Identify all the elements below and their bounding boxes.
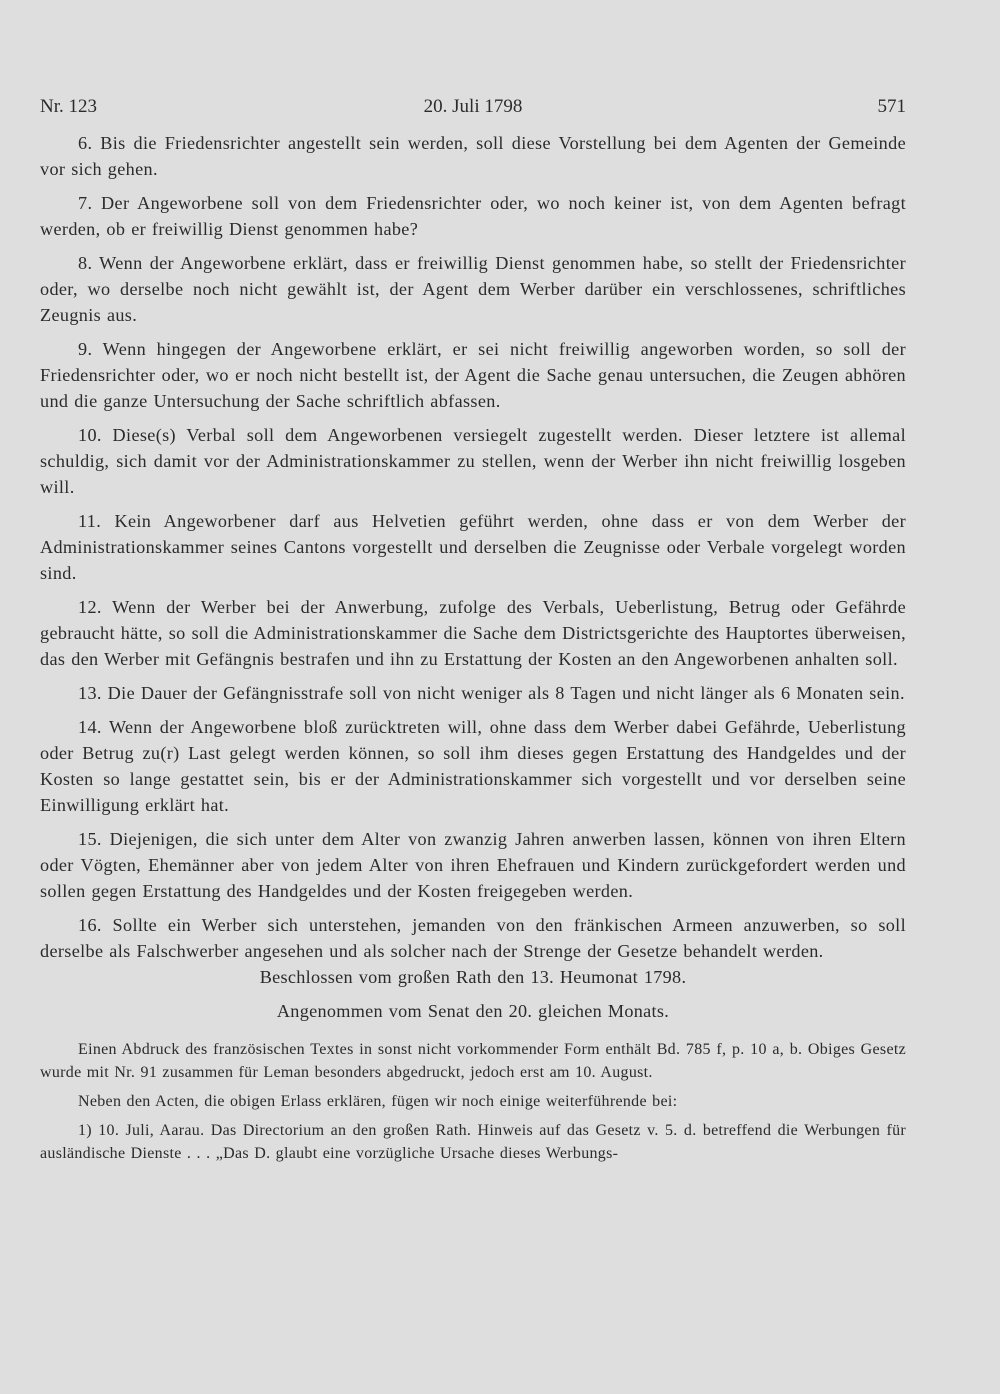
note-paragraph: Neben den Acten, die obigen Erlass erklären, fügen wir noch einige weiterführende bei:: [78, 1093, 678, 1110]
note-paragraph: 1) 10. Juli, Aarau. Das Directorium an den großen Rath. Hinweis auf das Gesetz v. 5. d. betreffend die Werbungen für ausländische Dienste . . . „Das D. glaubt eine vorzügliche Ursache dieses Werbungs-: [40, 1122, 906, 1162]
paragraph: 9. Wenn hingegen der Angeworbene erklärt, er sei nicht freiwillig angeworben worden, so soll der Friedensrichter oder, wo er noch nicht bestellt ist, der Agent die Sache genau untersuchen, die Zeugen abhören und die ganze Untersuchung der Sache schriftlich abfassen.: [40, 339, 906, 411]
paragraph: 11. Kein Angeworbener darf aus Helvetien geführt werden, ohne dass er von dem Werber der Administrationskammer seines Cantons vorgestellt und derselben die Zeugnisse oder Verbale vorgelegt worden sind.: [40, 511, 906, 583]
paragraph: 12. Wenn der Werber bei der Anwerbung, zufolge des Verbals, Ueberlistung, Betrug oder Gefährde gebraucht hätte, so soll die Administrationskammer die Sache dem Districtsgerichte des Hauptortes überweisen, das den Werber mit Gefängnis bestrafen und ihn zu Erstattung der Kosten an den Angeworbenen anhalten soll.: [40, 597, 906, 669]
resolution-line: Angenommen vom Senat den 20. gleichen Monats.: [276, 1001, 670, 1021]
page-number: 571: [877, 96, 906, 117]
paragraph: 15. Diejenigen, die sich unter dem Alter von zwanzig Jahren anwerben lassen, können von ihren Eltern oder Vögten, Ehemänner aber von jedem Alter von ihren Ehefrauen und Kindern zurückgefordert werden und sollen gegen Erstattung des Handgeldes und der Kosten freigegeben werden.: [40, 829, 906, 901]
paragraph: 13. Die Dauer der Gefängnisstrafe soll von nicht weniger als 8 Tagen und nicht länger als 6 Monaten sein.: [78, 683, 905, 703]
document-date: 20. Juli 1798: [423, 96, 523, 117]
paragraph: 16. Sollte ein Werber sich unterstehen, jemanden von den fränkischen Armeen anzuwerben, so soll derselbe als Falschwerber angesehen und als solcher nach der Strenge der Gesetze behandelt werden.: [40, 915, 906, 961]
body-text: [40, 130, 906, 1171]
page-header: [40, 92, 906, 122]
resolution-line: Beschlossen vom großen Rath den 13. Heumonat 1798.: [259, 967, 687, 987]
document-number: Nr. 123: [40, 96, 97, 117]
paragraph: 14. Wenn der Angeworbene bloß zurücktreten will, ohne dass dem Werber dabei Gefährde, Ueberlistung oder Betrug zu(r) Last gelegt werden können, so soll ihm dieses gegen Erstattung des Handgeldes und der Kosten so lange gestattet sein, bis er der Administrationskammer sich vorgestellt und vor derselben seine Einwilligung erklärt hat.: [40, 717, 906, 815]
paragraph: 10. Diese(s) Verbal soll dem Angeworbenen versiegelt zugestellt werden. Dieser letztere ist allemal schuldig, sich damit vor der Administrationskammer zu stellen, wenn der Werber ihn nicht freiwillig losgeben will.: [40, 425, 906, 497]
paragraph: 6. Bis die Friedensrichter angestellt sein werden, soll diese Vorstellung bei dem Agenten der Gemeinde vor sich gehen.: [40, 133, 906, 179]
note-paragraph: Einen Abdruck des französischen Textes in sonst nicht vorkommender Form enthält Bd. 785 f, p. 10 a, b. Obiges Gesetz wurde mit Nr. 91 zusammen für Leman besonders abgedruckt, jedoch erst am 10. August.: [40, 1041, 906, 1081]
editorial-notes: [40, 1038, 906, 1165]
paragraph: 8. Wenn der Angeworbene erklärt, dass er freiwillig Dienst genommen habe, so stellt der Friedensrichter oder, wo derselbe noch nicht gewählt ist, der Agent dem Werber darüber ein verschlossenes, schriftliches Zeugnis aus.: [40, 253, 906, 325]
paragraph: 7. Der Angeworbene soll von dem Friedensrichter oder, wo noch keiner ist, von dem Agenten befragt werden, ob er freiwillig Dienst genommen habe?: [40, 193, 906, 239]
